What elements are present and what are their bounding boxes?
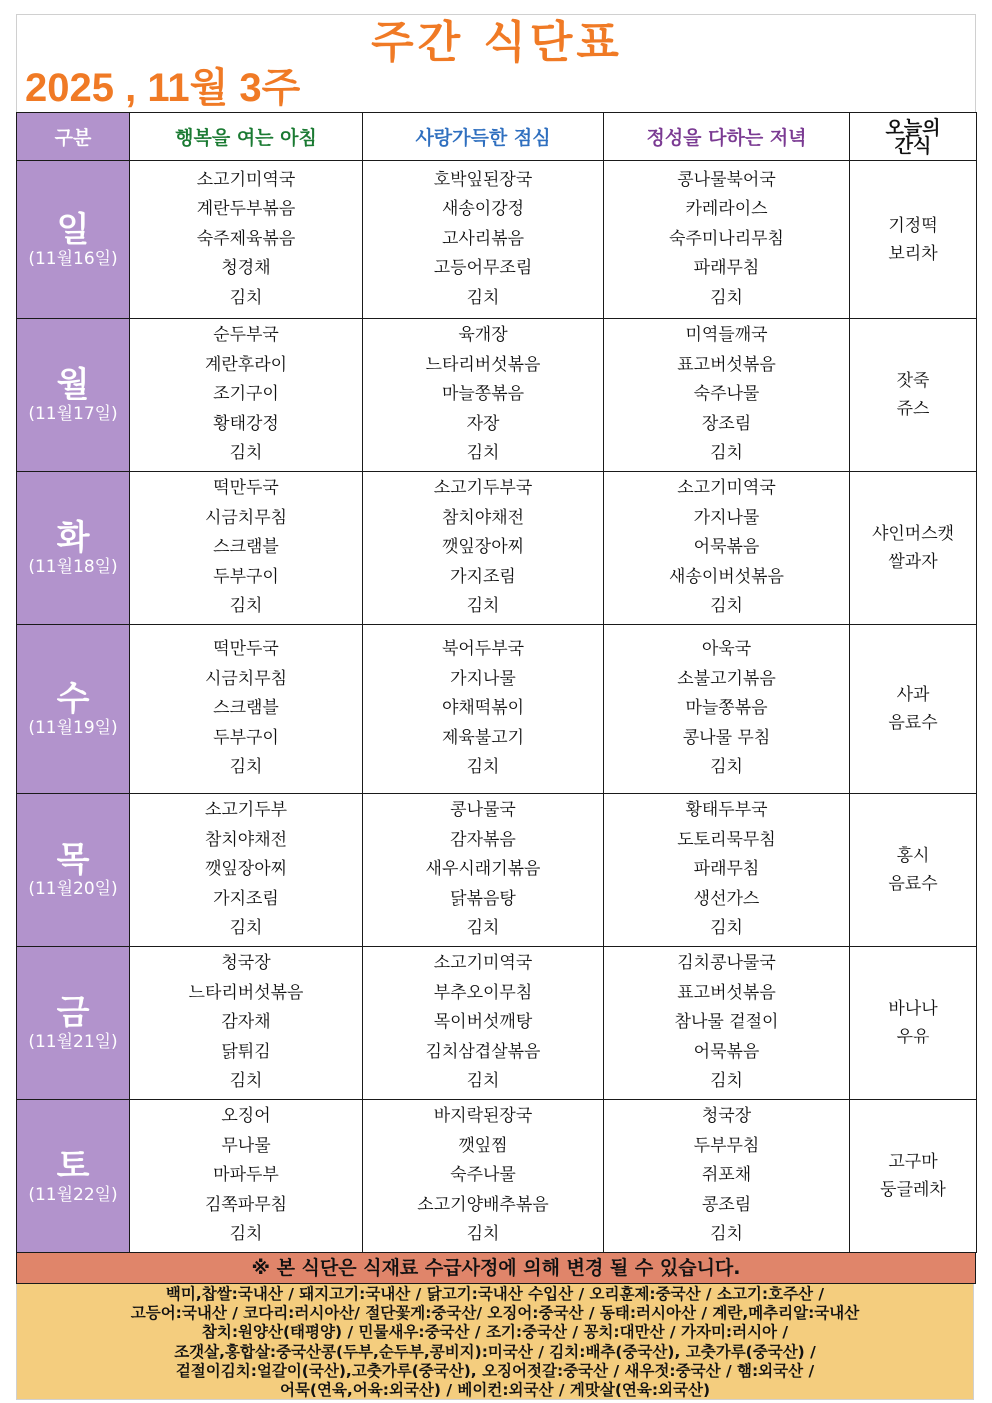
dish-item: 스크램블 <box>213 537 279 558</box>
dish-item: 순두부국 <box>213 325 279 346</box>
dish-item: 표고버섯볶음 <box>677 982 776 1003</box>
dish-item: 느타리버섯볶음 <box>425 354 541 375</box>
dish-item: 감자볶음 <box>450 829 516 850</box>
breakfast-cell <box>130 319 363 472</box>
dish-item: 김치 <box>229 287 263 308</box>
snack-item: 고구마 <box>888 1152 938 1172</box>
dish-item: 부추오이무침 <box>433 982 533 1003</box>
dish-item: 숙주나물 <box>450 1165 516 1186</box>
snack-item: 바나나 <box>888 999 938 1019</box>
dish-item: 도토리묵무침 <box>677 829 776 850</box>
breakfast-cell <box>130 1100 363 1253</box>
dish-item: 콩나물국 <box>450 800 516 821</box>
dish-item: 황태강정 <box>213 413 279 434</box>
dish-item: 파래무침 <box>693 258 760 279</box>
dish-item: 닭튀김 <box>221 1041 271 1062</box>
dish-item: 콩조림 <box>701 1194 752 1215</box>
weekly-menu-table <box>16 112 977 1253</box>
dish-item: 표고버섯볶음 <box>677 354 776 375</box>
dish-item: 야채떡볶이 <box>441 698 525 719</box>
dish-item: 호박잎된장국 <box>433 169 533 190</box>
dish-item: 김치 <box>229 757 263 778</box>
breakfast-cell <box>130 947 363 1100</box>
lunch-cell <box>363 1100 604 1253</box>
dish-item: 고사리볶음 <box>441 228 525 249</box>
dish-item: 바지락된장국 <box>433 1106 533 1127</box>
dish-item: 김치 <box>710 287 743 308</box>
dish-item: 느타리버섯볶음 <box>188 982 304 1003</box>
day-cell <box>17 947 130 1100</box>
menu-sheet <box>16 14 976 1403</box>
dish-item: 참치야채전 <box>204 829 288 850</box>
dish-item: 닭볶음탕 <box>450 888 516 909</box>
dish-item: 김치 <box>229 918 263 939</box>
dinner-cell <box>604 472 850 625</box>
dish-item: 두부무침 <box>693 1135 760 1156</box>
menu-body <box>17 161 977 1253</box>
dish-item: 시금치무침 <box>204 507 288 528</box>
dish-item: 미역들깨국 <box>685 325 768 346</box>
day-date: (11월19일) <box>28 718 118 738</box>
dinner-cell <box>604 319 850 472</box>
dish-item: 떡만두국 <box>213 639 279 660</box>
origin-info <box>16 1284 974 1400</box>
dish-item: 감자채 <box>221 1012 271 1033</box>
lunch-cell <box>363 319 604 472</box>
dish-item: 오징어 <box>221 1106 271 1127</box>
breakfast-cell <box>130 161 363 319</box>
dish-item: 김치 <box>710 443 743 464</box>
header-gubun: 구분 <box>17 113 130 161</box>
day-cell <box>17 625 130 794</box>
dish-item: 김치 <box>466 596 500 617</box>
dish-item: 목이버섯깨탕 <box>433 1012 533 1033</box>
dish-item: 김치 <box>466 1071 500 1092</box>
snack-cell <box>850 625 977 794</box>
dish-item: 김치 <box>466 287 500 308</box>
breakfast-cell <box>130 472 363 625</box>
header-snack <box>850 113 977 161</box>
dish-item: 깻잎찜 <box>458 1135 508 1156</box>
dish-item: 파래무침 <box>693 859 760 880</box>
day-cell <box>17 161 130 319</box>
snack-item: 홍시 <box>896 846 930 866</box>
dish-item: 가지조림 <box>213 888 279 909</box>
header-snack-line2: 간식 <box>894 134 932 157</box>
day-cell <box>17 794 130 947</box>
table-row <box>17 319 977 472</box>
dish-item: 김치 <box>466 443 500 464</box>
dish-item: 콩나물북어국 <box>677 169 776 190</box>
snack-cell <box>850 319 977 472</box>
dish-item: 소고기미역국 <box>433 953 533 974</box>
snack-item: 기정떡 <box>888 215 938 236</box>
snack-cell <box>850 472 977 625</box>
day-cell <box>17 319 130 472</box>
origin-line: 고등어:국내산 / 코다리:러시아산/ 절단꽃게:중국산/ 오징어:중국산 / 동태:러시아산 / 계란,메추리알:국내산 <box>130 1304 860 1323</box>
origin-line: 어묵(연육,어육:외국산) / 베이컨:외국산 / 게맛살(연육:외국산) <box>279 1381 711 1400</box>
dish-item: 어묵볶음 <box>693 537 760 558</box>
dish-item: 소고기두부 <box>204 800 288 821</box>
day-cell <box>17 472 130 625</box>
origin-line: 참치:원양산(태평양) / 민물새우:중국산 / 조기:중국산 / 꽁치:대만산 / 가자미:러시아 / <box>201 1323 789 1342</box>
dish-item: 마늘쫑볶음 <box>685 698 768 719</box>
origin-line: 조갯살,홍합살:중국산콩(두부,순두부,콩비지):미국산 / 김치:배추(중국산), 고춧가루(중국산) / <box>174 1342 816 1361</box>
snack-cell <box>850 794 977 947</box>
dish-item: 소고기양배추볶음 <box>417 1194 549 1215</box>
table-row <box>17 472 977 625</box>
dish-item: 김치 <box>229 1071 263 1092</box>
lunch-cell <box>363 947 604 1100</box>
day-name: 월 <box>56 365 90 405</box>
dish-item: 김치 <box>710 918 743 939</box>
dish-item: 가지나물 <box>450 668 516 689</box>
dish-item: 김치 <box>466 1224 500 1245</box>
dish-item: 김쪽파무침 <box>204 1194 288 1215</box>
dish-item: 장조림 <box>701 413 752 434</box>
dish-item: 카레라이스 <box>685 199 768 220</box>
dish-item: 숙주나물 <box>693 384 760 405</box>
header-breakfast: 행복을 여는 아침 <box>130 113 363 161</box>
dish-item: 마늘쫑볶음 <box>441 384 525 405</box>
snack-item: 잣죽 <box>896 371 930 391</box>
day-cell <box>17 1100 130 1253</box>
dish-item: 마파두부 <box>213 1165 279 1186</box>
dish-item: 김치 <box>466 918 500 939</box>
dish-item: 무나물 <box>221 1135 271 1156</box>
dish-item: 김치 <box>466 757 500 778</box>
snack-item: 우유 <box>896 1027 930 1047</box>
day-name: 금 <box>56 993 90 1033</box>
dish-item: 제육불고기 <box>441 727 525 748</box>
table-row <box>17 794 977 947</box>
dish-item: 황태두부국 <box>685 800 768 821</box>
dish-item: 생선가스 <box>693 888 760 909</box>
dish-item: 콩나물 무침 <box>682 727 771 748</box>
day-name: 토 <box>56 1146 90 1186</box>
dish-item: 아욱국 <box>701 639 752 660</box>
table-row <box>17 161 977 319</box>
table-row <box>17 1100 977 1253</box>
snack-cell <box>850 947 977 1100</box>
dish-item: 청경채 <box>221 258 271 279</box>
dish-item: 소불고기볶음 <box>677 668 776 689</box>
lunch-cell <box>363 472 604 625</box>
lunch-cell <box>363 794 604 947</box>
dinner-cell <box>604 947 850 1100</box>
dish-item: 가지나물 <box>693 507 760 528</box>
dish-item: 북어두부국 <box>441 639 525 660</box>
dish-item: 시금치무침 <box>204 668 288 689</box>
dish-item: 쥐포채 <box>701 1165 752 1186</box>
day-name: 화 <box>56 518 90 558</box>
lunch-cell <box>363 625 604 794</box>
breakfast-cell <box>130 625 363 794</box>
day-name: 일 <box>56 209 90 250</box>
table-header-row <box>17 113 977 161</box>
dish-item: 김치 <box>229 1224 263 1245</box>
snack-item: 쌀과자 <box>888 552 938 572</box>
dinner-cell <box>604 625 850 794</box>
header-lunch: 사랑가득한 점심 <box>363 113 604 161</box>
dish-item: 숙주제육볶음 <box>196 228 296 249</box>
dish-item: 육개장 <box>458 325 508 346</box>
dish-item: 스크램블 <box>213 698 279 719</box>
dish-item: 김치 <box>710 1224 743 1245</box>
snack-cell <box>850 161 977 319</box>
dish-item: 소고기미역국 <box>196 169 296 190</box>
dish-item: 김치 <box>229 596 263 617</box>
dish-item: 김치 <box>229 443 263 464</box>
change-notice: ※ 본 식단은 식재료 수급사정에 의해 변경 될 수 있습니다. <box>16 1253 976 1284</box>
dish-item: 김치콩나물국 <box>677 953 776 974</box>
dish-item: 새송이버섯볶음 <box>669 566 784 587</box>
dinner-cell <box>604 1100 850 1253</box>
header-snack-line1: 오늘의 <box>885 116 941 139</box>
snack-item: 음료수 <box>888 713 938 733</box>
day-date: (11월16일) <box>28 248 118 269</box>
dish-item: 김치삼겹살볶음 <box>425 1041 541 1062</box>
dish-item: 소고기두부국 <box>433 478 533 499</box>
dish-item: 깻잎장아찌 <box>441 537 525 558</box>
day-date: (11월22일) <box>28 1185 118 1205</box>
dish-item: 깻잎장아찌 <box>204 859 288 880</box>
dish-item: 참치야채전 <box>441 507 525 528</box>
snack-item: 둥글레차 <box>880 1180 946 1200</box>
day-date: (11월21일) <box>28 1032 118 1052</box>
snack-item: 보리차 <box>888 243 938 264</box>
dish-item: 김치 <box>710 1071 743 1092</box>
breakfast-cell <box>130 794 363 947</box>
dish-item: 계란후라이 <box>204 354 288 375</box>
dish-item: 숙주미나리무침 <box>669 228 784 249</box>
dish-item: 두부구이 <box>213 566 279 587</box>
day-date: (11월20일) <box>28 879 118 899</box>
dinner-cell <box>604 161 850 319</box>
dish-item: 두부구이 <box>213 727 279 748</box>
day-date: (11월17일) <box>28 404 118 424</box>
dish-item: 김치 <box>710 757 743 778</box>
origin-line: 백미,찹쌀:국내산 / 돼지고기:국내산 / 닭고기:국내산 수입산 / 오리훈제:중국산 / 소고기:호주산 / <box>165 1285 825 1303</box>
snack-item: 샤인머스캣 <box>871 524 955 544</box>
dish-item: 청국장 <box>221 953 271 974</box>
page-title: 주간 식단표 <box>371 17 623 68</box>
title-area <box>16 14 976 113</box>
day-name: 목 <box>56 840 90 880</box>
dish-item: 청국장 <box>701 1106 752 1127</box>
dish-item: 참나물 겉절이 <box>674 1012 779 1033</box>
table-row <box>17 625 977 794</box>
snack-cell <box>850 1100 977 1253</box>
dish-item: 조기구이 <box>213 384 279 405</box>
lunch-cell <box>363 161 604 319</box>
snack-item: 쥬스 <box>896 399 930 419</box>
dish-item: 떡만두국 <box>213 478 279 499</box>
snack-item: 사과 <box>896 685 930 705</box>
dish-item: 자장 <box>466 413 500 434</box>
dish-item: 새송이강정 <box>441 199 525 220</box>
dinner-cell <box>604 794 850 947</box>
header-dinner: 정성을 다하는 저녁 <box>604 113 850 161</box>
day-date: (11월18일) <box>28 557 118 577</box>
table-row <box>17 947 977 1100</box>
dish-item: 계란두부볶음 <box>196 199 296 220</box>
origin-line: 겉절이김치:얼갈이(국산),고춧가루(중국산), 오징어젓갈:중국산 / 새우젓:중국산 / 햄:외국산 / <box>175 1361 815 1380</box>
dish-item: 새우시래기볶음 <box>425 859 541 880</box>
snack-item: 음료수 <box>888 874 938 894</box>
dish-item: 가지조림 <box>450 566 516 587</box>
week-label: 2025 , 11월 3주 <box>25 66 301 110</box>
dish-item: 소고기미역국 <box>677 478 776 499</box>
day-name: 수 <box>56 679 90 719</box>
dish-item: 김치 <box>710 596 743 617</box>
dish-item: 어묵볶음 <box>693 1041 760 1062</box>
dish-item: 고등어무조림 <box>433 258 533 279</box>
